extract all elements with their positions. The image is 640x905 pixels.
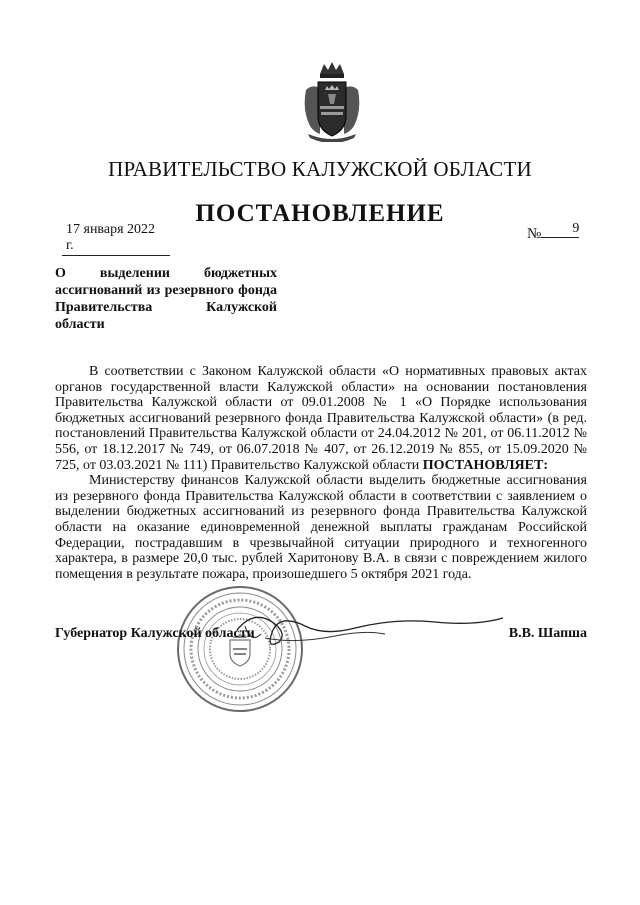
document-subject [55, 265, 277, 333]
signatory-name: В.В. Шапша [508, 626, 587, 641]
number-label: № [527, 226, 542, 242]
document-date: 17 января 2022 г. [62, 222, 170, 256]
signatory-title: Губернатор Калужской области [55, 626, 255, 641]
document-type: ПОСТАНОВЛЕНИЕ [195, 200, 445, 227]
number-value: 9 [541, 221, 579, 238]
subject-line: Правительства Калужской [55, 300, 277, 315]
subject-line: О выделении бюджетных [55, 266, 277, 281]
handwritten-signature-icon [235, 600, 505, 660]
paragraph-text: В соответствии с Законом Калужской области «О нормативных правовых актах органов государственной власти Калужской области» на основании постановления Правительства Калужской области от 09.01.2008 № 1 «О Порядке использования бюджетных ассигнований резервного фонда Правительства Калужской области» (в ред. постановлений Правительства Калужской области от 24.04.2012 № 201, от 06.11.2012 № 556, от 18.12.2017 № 749, от 06.07.2018 № 407, от 26.12.2019 № 855, от 15.09.2020 № 725, от 03.03.2021 № 111) Правительство Калужской области [55, 364, 587, 473]
subject-line: ассигнований из резервного фонда [55, 283, 277, 298]
body-paragraph: Министерству финансов Калужской области выделить бюджетные ассигнования из резервного фонда Правительства Калужской области в соответствии с заявлением о выделении бюджетных ассигнований из резервного фонда Правительства Калужской области на оказание единовременной денежной выплаты гражданам Российской Федерации, пострадавшим в чрезвычайной ситуации природного и техногенного характера, в размере 20,0 тыс. рублей Харитонову В.А. в связи с повреждением жилого помещения в результате пожара, произошедшего 5 октября 2021 года. [55, 473, 587, 582]
document-body [55, 364, 587, 582]
government-title: ПРАВИТЕЛЬСТВО КАЛУЖСКОЙ ОБЛАСТИ [108, 157, 532, 181]
document-number [527, 221, 580, 244]
kaluga-coat-of-arms-icon [300, 60, 364, 142]
subject-line: области [55, 317, 105, 332]
resolution-keyword: ПОСТАНОВЛЯЕТ: [422, 457, 548, 473]
body-paragraph [55, 364, 587, 473]
